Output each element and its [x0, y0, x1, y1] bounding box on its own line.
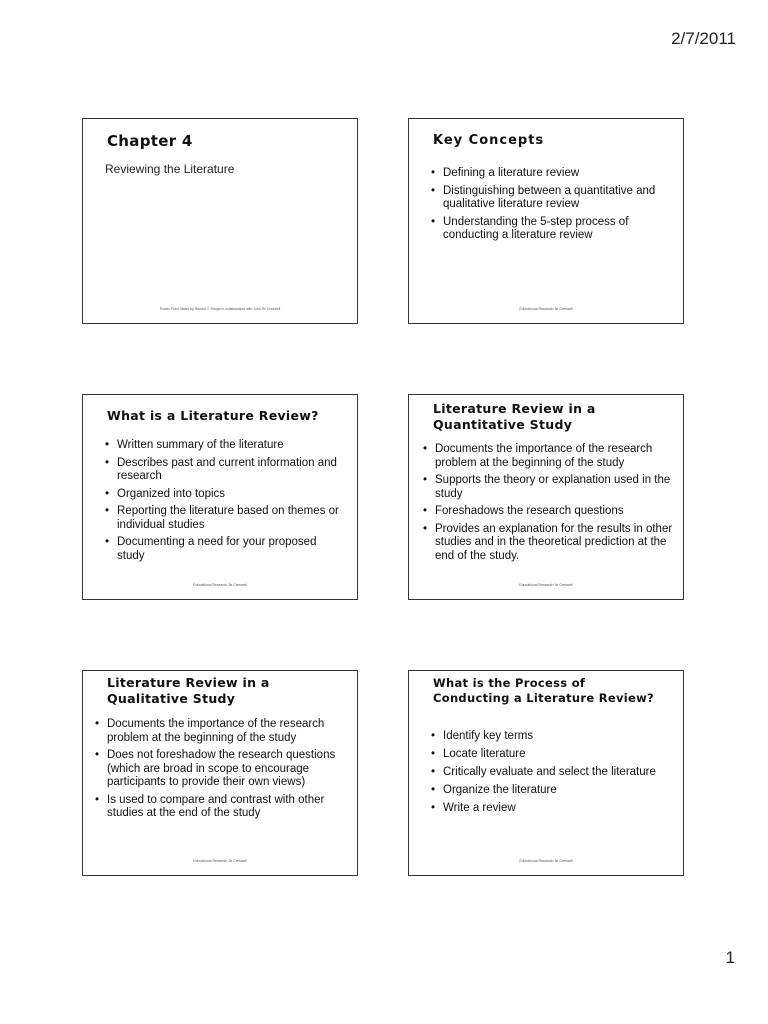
list-item: • Foreshadows the research questions — [423, 505, 673, 519]
list-item: • Written summary of the literature — [105, 439, 347, 453]
slide-footer: Power Point Slides by Ronald J. Shope in collaboration with John W. Creswell — [159, 307, 281, 311]
bullet-list — [105, 439, 347, 567]
list-item: • Supports the theory or explanation used in the study — [423, 474, 673, 501]
list-item: • Locate literature — [431, 747, 673, 761]
slide-process-literature-review — [408, 670, 684, 876]
list-item: • Documents the importance of the research problem at the beginning of the study — [423, 443, 673, 470]
list-item: • Reporting the literature based on themes or individual studies — [105, 505, 347, 532]
slide-chapter-4 — [82, 118, 358, 324]
slide-title: What is a Literature Review? — [107, 408, 319, 423]
list-item: • Critically evaluate and select the literature — [431, 765, 673, 779]
list-item: • Distinguishing between a quantitative and qualitative literature review — [431, 185, 673, 212]
slide-key-concepts — [408, 118, 684, 324]
list-item: • Documents the importance of the research problem at the beginning of the study — [95, 718, 347, 745]
list-item: • Write a review — [431, 801, 673, 815]
list-item: • Describes past and current information and research — [105, 457, 347, 484]
slide-footer: Educational Research 3e Creswell — [519, 307, 573, 311]
slide-what-is-literature-review — [82, 394, 358, 600]
list-item: • Documenting a need for your proposed study — [105, 536, 347, 563]
bullet-list — [431, 167, 673, 247]
slide-title: Key Concepts — [433, 133, 545, 148]
list-item: • Defining a literature review — [431, 167, 673, 181]
list-item: • Organized into topics — [105, 488, 347, 502]
slide-footer: Educational Research 3e Creswell — [193, 859, 247, 863]
slide-footer: Educational Research 3e Creswell — [519, 583, 573, 587]
slide-subtitle: Reviewing the Literature — [105, 162, 235, 176]
list-item: • Identify key terms — [431, 729, 673, 743]
slide-title: Literature Review in a Qualitative Study — [107, 675, 270, 706]
slide-footer: Educational Research 3e Creswell — [193, 583, 247, 587]
slide-title: Literature Review in a Quantitative Study — [433, 401, 596, 432]
slide-footer: Educational Research 3e Creswell — [519, 859, 573, 863]
list-item: • Is used to compare and contrast with other studies at the end of the study — [95, 794, 347, 821]
bullet-list — [431, 729, 673, 819]
list-item: • Understanding the 5-step process of conducting a literature review — [431, 216, 673, 243]
bullet-list — [423, 443, 673, 567]
slide-title: What is the Process of Conducting a Literature Review? — [433, 676, 655, 705]
list-item: • Does not foreshadow the research questions (which are broad in scope to encourage participants to provide their own views) — [95, 749, 347, 790]
list-item: • Organize the literature — [431, 783, 673, 797]
slide-title: Chapter 4 — [107, 132, 193, 150]
page-date: 2/7/2011 — [671, 29, 736, 48]
slide-qualitative-study — [82, 670, 358, 876]
page-number: 1 — [725, 948, 735, 967]
bullet-list — [95, 718, 347, 825]
slide-quantitative-study — [408, 394, 684, 600]
list-item: • Provides an explanation for the results in other studies and in the theoretical prediction at the end of the study. — [423, 523, 673, 564]
